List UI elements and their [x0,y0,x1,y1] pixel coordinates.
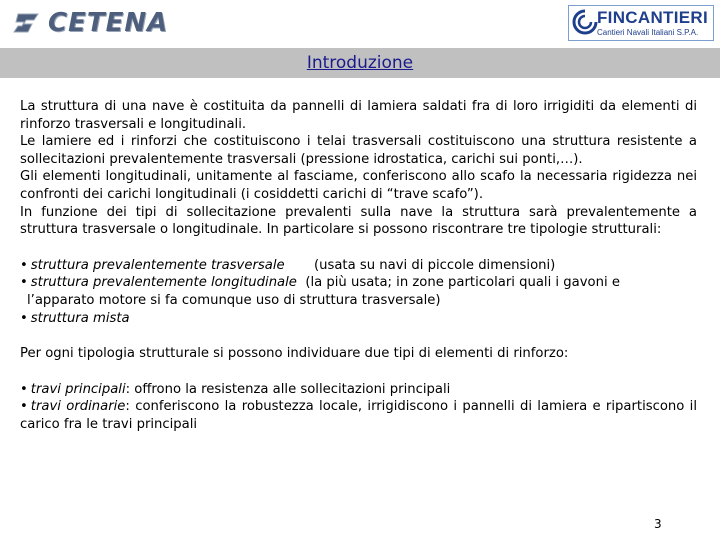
list-item-structure-type: • struttura prevalentemente trasversale (usata su navi di piccole dimensioni) [20,257,556,273]
list-item-structure-type: • struttura mista [20,310,130,326]
paragraph-3: Gli elementi longitudinali, unitamente al fasciame, conferiscono allo scafo la necessaria rigidezza nei confronti dei carichi longitudinali (i cosiddetti carichi di “trave scafo”). [20,169,697,202]
fincantieri-logo-name: FINCANTIERI [597,8,708,27]
cetena-logo-text: CETENA [48,8,169,38]
structure-type-desc: (usata su navi di piccole dimensioni) [313,257,556,273]
cetena-logo [12,8,168,38]
fincantieri-logo-subtitle: Cantieri Navali Italiani S.P.A. [597,28,699,37]
list-item-structure-type: • struttura prevalentemente longitudinale (la più usata; in zone particolari quali i gavoni e [20,275,620,291]
element-desc: : conferiscono la robustezza locale, irrigidiscono i pannelli di lamiera e ripartiscono il carico fra le travi principali [20,399,697,432]
structure-type-name: struttura prevalentemente trasversale [30,257,285,273]
paragraph-1: La struttura di una nave è costituita da pannelli di lamiera saldati fra di loro irrigiditi da elementi di rinforzo trasversali e longitudinali. [20,99,697,132]
page-number: 3 [654,517,662,531]
element-name: travi principali [30,381,126,397]
paragraph-5: Per ogni tipologia strutturale si possono individuare due tipi di elementi di rinforzo: [20,346,569,362]
fincantieri-mark-icon [572,9,598,35]
element-name: travi ordinarie [30,399,126,415]
list-item-element: • travi ordinarie: conferiscono la robustezza locale, irrigidiscono i pannelli di lamiera e ripartiscono il carico fra le travi principali [20,399,697,432]
structure-type-desc: (la più usata; in zone particolari quali i gavoni e [305,275,620,291]
fincantieri-logo [568,5,714,41]
structure-type-desc-continued: l’apparato motore si fa comunque uso di struttura trasversale) [27,292,441,308]
slide-content [20,98,697,434]
structure-type-name: struttura prevalentemente longitudinale [30,275,297,291]
cetena-mark-icon [12,10,42,36]
structure-type-name: struttura mista [30,310,130,326]
paragraph-2: Le lamiere ed i rinforzi che costituiscono i telai trasversali costituiscono una struttura resistente a sollecitazioni prevalentemente trasversali (pressione idrostatica, carichi sui ponti,…). [20,134,697,167]
list-item-element: • travi principali: offrono la resistenza alle sollecitazioni principali [20,381,451,397]
title-bar [0,48,720,78]
paragraph-4: In funzione dei tipi di sollecitazione prevalenti sulla nave la struttura sarà prevalentemente a struttura trasversale o longitudinale. In particolare si possono riscontrare tre tipologie strutturali: [20,204,697,238]
page-title: Introduzione [306,53,414,73]
element-desc: : offrono la resistenza alle sollecitazioni principali [125,381,451,397]
